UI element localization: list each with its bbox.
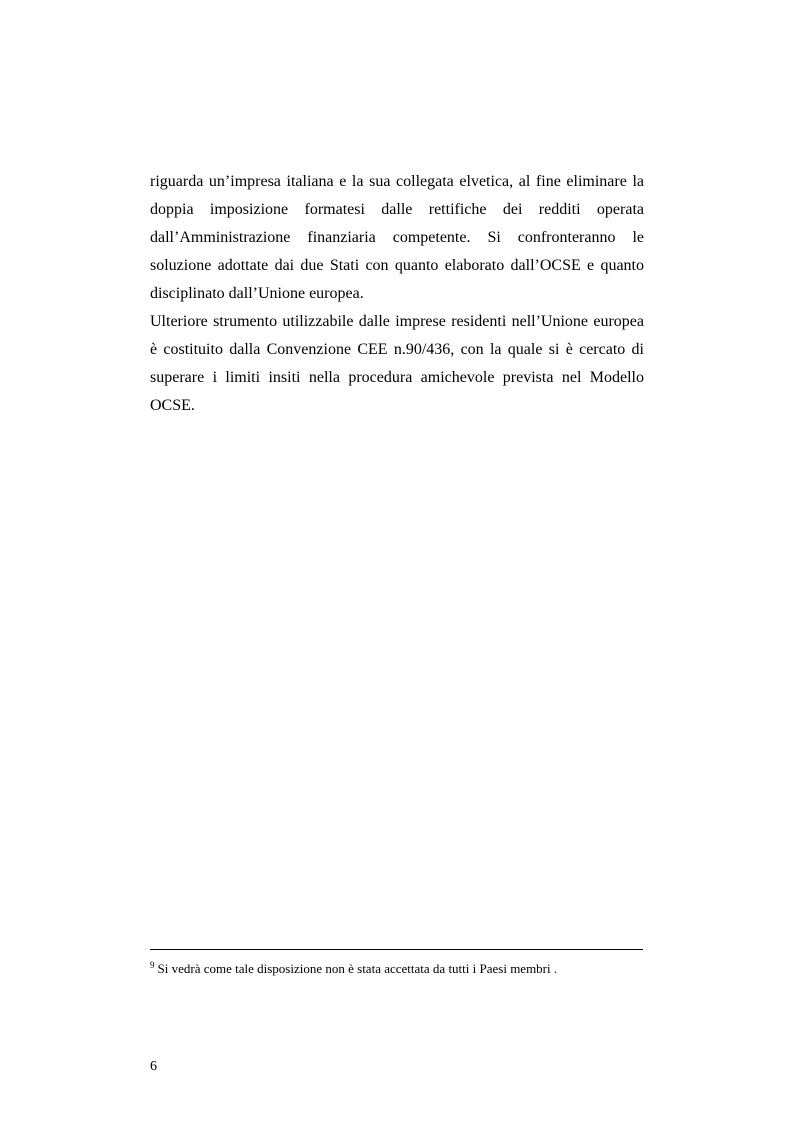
body-text <box>150 168 644 420</box>
text-line: doppia imposizione formatesi dalle rettifiche dei redditi operata <box>150 201 644 218</box>
text-line: è costituito dalla Convenzione CEE n.90/436, con la quale si è cercato di <box>150 341 644 358</box>
text-line: superare i limiti insiti nella procedura amichevole prevista nel Modello <box>150 369 644 386</box>
footnote <box>150 956 644 978</box>
text-line: OCSE. <box>150 397 195 414</box>
page-number: 6 <box>150 1059 157 1074</box>
text-line: soluzione adottate dai due Stati con quanto elaborato dall’OCSE e quanto <box>150 257 644 274</box>
text-line: dall’Amministrazione finanziaria competente. Si confronteranno le <box>150 229 644 246</box>
footnote-marker: 9 <box>150 960 155 970</box>
paragraph-1 <box>150 168 644 308</box>
text-line: disciplinato dall’Unione europea. <box>150 285 364 302</box>
text-line: Ulteriore strumento utilizzabile dalle imprese residenti nell’Unione europea <box>150 313 644 330</box>
text-line: riguarda un’impresa italiana e la sua collegata elvetica, al fine eliminare la <box>150 173 644 190</box>
footnote-separator <box>150 949 643 950</box>
footnote-text: Si vedrà come tale disposizione non è stata accettata da tutti i Paesi membri . <box>157 961 558 976</box>
paragraph-2 <box>150 308 644 420</box>
